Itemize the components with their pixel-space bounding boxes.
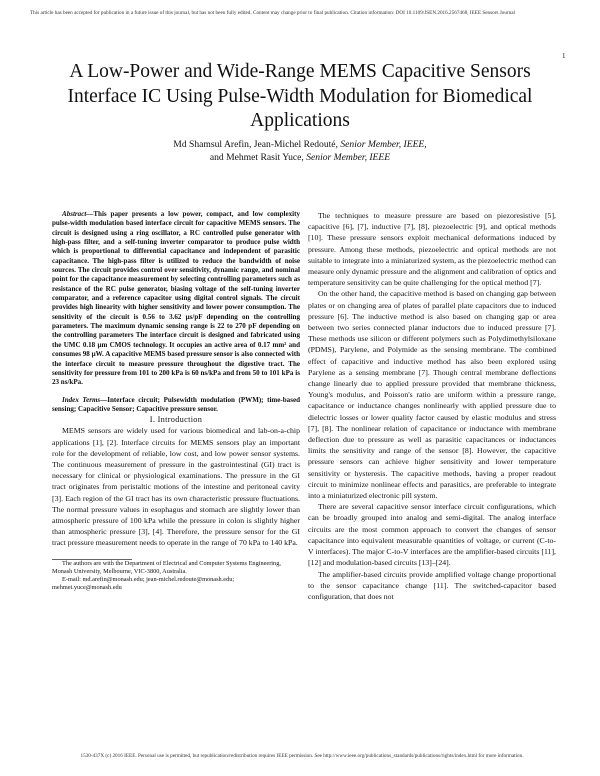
copyright-footer: 1530-437X (c) 2016 IEEE. Personal use is permitted, but republication/redistribution requires IEEE permission. See http://www.ieee.org/publications_standards/publications/rights/index.html for more information.: [80, 753, 524, 759]
body-paragraph-1: The techniques to measure pressure are based on piezoresistive [5], capacitive [6], [7], inductive [7], [8], piezoelectric [9], and optical methods [10]. These pressure sensors exploit mechanical deformations induced by pressure. Among these methods, piezoelectric and optical methods are not suitable to integrate into a miniaturized system, as the piezoelectric method can measure only dynamic pressure and the alignment and calibration of optics and temperature sensitivity can be quite challenging for the optical method [7].: [308, 211, 556, 288]
abstract-text: —This paper presents a low power, compact, and low complexity pulse-width modulation based interface circuit for capacitive MEMS sensors. The circuit is designed using a ring oscillator, a RC controlled pulse generator with high-pass filter, and a self-tuning inverter comparator to produce pulse width which is proportional to differential capacitance and independent of parasitic capacitance. The high-pass filter is utilized to reduce the bandwidth of noise sources. The circuit provides control over sensitivity, dynamic range, and nominal point for the capacitance measurement by selecting controlling parameters such as resistance of the RC pulse generator, biasing voltage of the self-tuning inverter comparator, and a reference capacitor using digital control signals. The circuit provides high linearity with higher sensitivity and lower power consumption. The sensitivity of the circuit is 0.56 to 3.62 μs/pF depending on the controlling parameters. The maximum dynamic sensing range is 22 to 270 pF depending on the controlling parameters The interface circuit is designed and fabricated using the UMC 0.18 μm CMOS technology. It occupies an active area of 0.17 mm² and consumes 98 μW. A capacitive MEMS based pressure sensor is also connected with the interface circuit to measure pressure throughout the digestive tract. The sensitivity for pressure from 101 to 200 kPa is 60 ns/kPa and from 50 to 101 kPa is 23 ns/kPa.: [52, 210, 300, 387]
journal-header-note: This article has been accepted for publication in a future issue of this journal, but has not been fully edited. Content may change prior to final publication. Citation information: DOI 10.1109/JSEN.2016.2567468, IEEE Sensors Journal: [30, 10, 516, 16]
section-heading-introduction: I. Introduction: [149, 415, 203, 425]
body-paragraph-3: There are several capacitive sensor interface circuit configurations, which can be broadly grouped into analog and semi-digital. The analog interface circuits are the most common approach to convert the changes of sensor capacitance into equivalent measurable quantities of voltage, or current (C-to-V interfaces). The major C-to-V interfaces are the amplifier-based circuits [11], [12] and modulation-based circuits [13]–[24].: [308, 502, 556, 568]
body-paragraph-4: The amplifier-based circuits provide amplified voltage change proportional to the sensor capacitance change [11]. The switched-capacitor based configuration, that does not: [308, 569, 556, 601]
abstract: [52, 210, 300, 388]
body-paragraph-2: On the other hand, the capacitive method is based on changing gap between plates or on changing area of plates of parallel plate capacitors due to induced pressure [6]. The inductive method is also based on changing gap or area between two series connected planar inductors due to induced pressure [7]. These methods use silicon or different polymers such as Polydimethylsiloxane (PDMS), Parylene, and Polymide as the sensing membrane. The combined effect of capacitive and inductive method has also been explored using Parylene as a sensing membrane [7]. Though central membrane deflections change linearly due to applied pressure provided that membrane thickness, Young's modulus, and Poisson's ratio are uniform within a pressure range, capacitance or inductance changes nonlinearly with applied pressure due to dielectric losses or lower quality factor caused by elastic modulus and stress [7], [8]. The nonlinear relation of capacitance or inductance with membrane deflection due to pressure as well as parasitic capacitances or inductances limits the sensitivity and range of the sensor [8]. However, the capacitive pressure sensors can achieve higher sensitivity and lower temperature sensitivity or hysteresis. The capacitive methods, having a proper readout circuit to minimize nonlinear effects and parasitics, are preferable to integrate into a miniaturized electronic pill system.: [308, 289, 556, 501]
author-role-2: Senior Member, IEEE: [306, 151, 391, 163]
page-number: 1: [562, 52, 566, 60]
author-line-2: [40, 152, 560, 165]
intro-paragraph: MEMS sensors are widely used for various biomedical and lab-on-a-chip applications [1], [2]. Interface circuits for MEMS sensors play an important role for the development of reliable, low cost, and low power sensor systems. The continuous measurement of pressure in the gastrointestinal (GI) tract is necessary for clinical or physiological examinations. The pressure in the GI tract originates from peristaltic motions of the intestine and peritoneal cavity [3]. Each region of the GI tract has its own characteristic pressure fluctuations. The normal pressure values in esophagus and stomach are slightly lower than atmospheric pressure of 100 kPa while the pressure in colon is slightly higher than atmospheric pressure [3], [4]. Therefore, the pressure sensor for the GI tract pressure measurement needs to operate in the range of 70 kPa to 140 kPa.: [52, 426, 300, 548]
right-column: [308, 210, 556, 602]
left-column: [52, 210, 300, 592]
index-terms-text: —Interface circuit; Pulsewidth modulation (PWM); time-based sensing; Capacitive Sensor; Capacitive pressure sensor.: [52, 395, 300, 413]
author-line-1: [40, 139, 560, 152]
author-block: [40, 139, 560, 164]
paper-title: A Low-Power and Wide-Range MEMS Capacitive Sensors Interface IC Using Pulse-Width Modulation for Biomedical Applications: [67, 61, 533, 131]
footnote-email: E-mail: md.arefin@monash.edu; jean-michel.redoute@monash.edu; mehmet.yuce@monash.edu: [52, 575, 235, 591]
index-terms: [52, 396, 300, 415]
author-role-1: Senior Member, IEEE,: [340, 139, 427, 150]
author-names-2: and Mehmet Rasit Yuce,: [209, 151, 304, 163]
index-terms-label: Index Terms: [62, 395, 101, 404]
author-names-1: Md Shamsul Arefin, Jean-Michel Redouté,: [173, 139, 338, 150]
footnote-affiliation: The authors are with the Department of Electrical and Computer Systems Engineering, Monash University, Melbourne, VIC-3800, Australia.: [52, 559, 281, 575]
abstract-label: Abstract: [62, 210, 87, 218]
